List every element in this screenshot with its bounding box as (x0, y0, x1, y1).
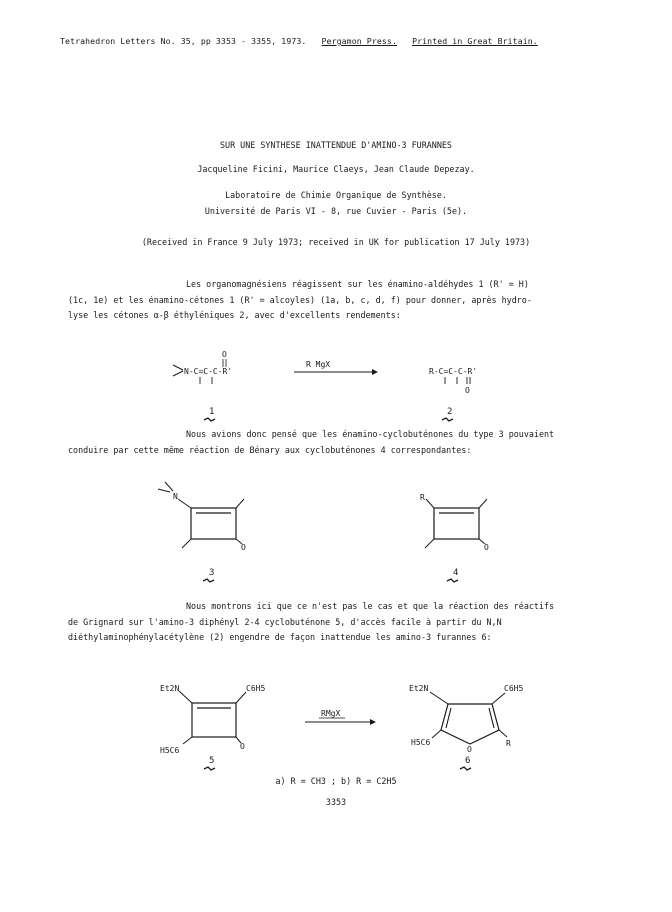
paragraph-3-line-1: Nous montrons ici que ce n'est pas le cas et que la réaction des réactifs (186, 601, 555, 611)
enamino-ketone-structure (173, 350, 232, 384)
aminofuran-structure (409, 684, 523, 754)
paragraph-3-line-3: diéthylaminophénylacétylène (2) engendre de façon inattendue les amino-3 furannes 6: (68, 632, 492, 642)
structure-3-o: O (241, 543, 246, 552)
structure-5-et2n: Et2N (160, 684, 180, 693)
compound-label-4: 4 (453, 568, 459, 578)
compound-label-5: 5 (209, 756, 215, 766)
compound-label-6: 6 (465, 756, 471, 766)
paragraph-1-line-2: (1c, 1e) et les énamino-cétones 1 (R' = alcoyles) (1a, b, c, d, f) pour donner, après hydro- (68, 294, 532, 305)
compound-label-2: 2 (447, 407, 453, 417)
scheme-2 (0, 475, 672, 590)
right-carbonyl-o: O (465, 386, 470, 395)
cyclobutenone-structure (420, 493, 489, 552)
authors: Jacqueline Ficini, Maurice Claeys, Jean Claude Depezay. (197, 164, 475, 174)
paragraph-2-line-1: Nous avions donc pensé que les énamino-cyclobuténones du type 3 pouvaient (186, 429, 555, 439)
structure-3-n: N (173, 492, 178, 501)
received-dates: (Received in France 9 July 1973; received in UK for publication 17 July 1973) (141, 237, 531, 247)
structure-6-r: R (506, 739, 511, 748)
printed-in: Printed in Great Britain. (412, 36, 538, 46)
arrow-2-reagent: RMgX (321, 709, 341, 718)
paragraph-1-line-1: Les organomagnésiens réagissent sur les énamino-aldéhydes 1 (R' = H) (186, 279, 529, 289)
structure-6-ring-o: O (467, 745, 472, 754)
aminocyclobutenone-structure (160, 684, 265, 755)
journal-header (60, 36, 538, 47)
structure-6-c6h5: C6H5 (504, 684, 524, 693)
arrow-1-reagent: R MgX (306, 360, 331, 369)
enamino-cyclobutenone-structure (158, 482, 246, 552)
structure-5-h5c6: H5C6 (160, 746, 180, 755)
structure-6-et2n: Et2N (409, 684, 429, 693)
structure-5-c6h5: C6H5 (246, 684, 266, 693)
paragraph-2-line-2: conduire par cette même réaction de Bénary aux cyclobuténones 4 correspondantes: (68, 444, 472, 455)
left-formula: N-C=C-C-R' (184, 367, 233, 376)
scheme-caption: a) R = CH3 ; b) R = C2H5 (275, 776, 397, 786)
paper-title: SUR UNE SYNTHESE INATTENDUE D'AMINO-3 FURANNES (220, 140, 452, 150)
compound-label-3: 3 (209, 568, 215, 578)
structure-4-r: R (420, 493, 425, 502)
affiliation-university: Université de Paris VI - 8, rue Cuvier - Paris (5e). (204, 206, 468, 216)
journal-citation: Tetrahedron Letters No. 35, pp 3353 - 3355, 1973. (60, 36, 307, 46)
scheme-3 (0, 672, 672, 777)
right-formula: R-C=C-C-R' (429, 367, 478, 376)
compound-label-1: 1 (209, 407, 215, 417)
paragraph-3 (68, 599, 554, 646)
paragraph-2 (68, 427, 554, 458)
affiliation-lab: Laboratoire de Chimie Organique de Synthèse. (225, 190, 447, 200)
paragraph-1-line-3: lyse les cétones α-β éthyléniques 2, avec d'excellents rendements: (68, 310, 401, 320)
paragraph-1 (68, 277, 532, 324)
structure-6-h5c6: H5C6 (411, 738, 431, 747)
reaction-arrow-2 (305, 709, 376, 725)
structure-5-o: O (240, 742, 245, 751)
enone-structure (429, 367, 477, 395)
paragraph-3-line-2: de Grignard sur l'amino-3 diphényl 2-4 cyclobuténone 5, d'accès facile à partir du N,N (68, 616, 502, 627)
structure-4-o: O (484, 543, 489, 552)
page-number: 3353 (325, 797, 347, 807)
publisher: Pergamon Press. (321, 36, 397, 46)
left-carbonyl-o: O (222, 350, 227, 359)
scheme-1 (0, 340, 672, 430)
reaction-arrow-1 (294, 360, 378, 375)
